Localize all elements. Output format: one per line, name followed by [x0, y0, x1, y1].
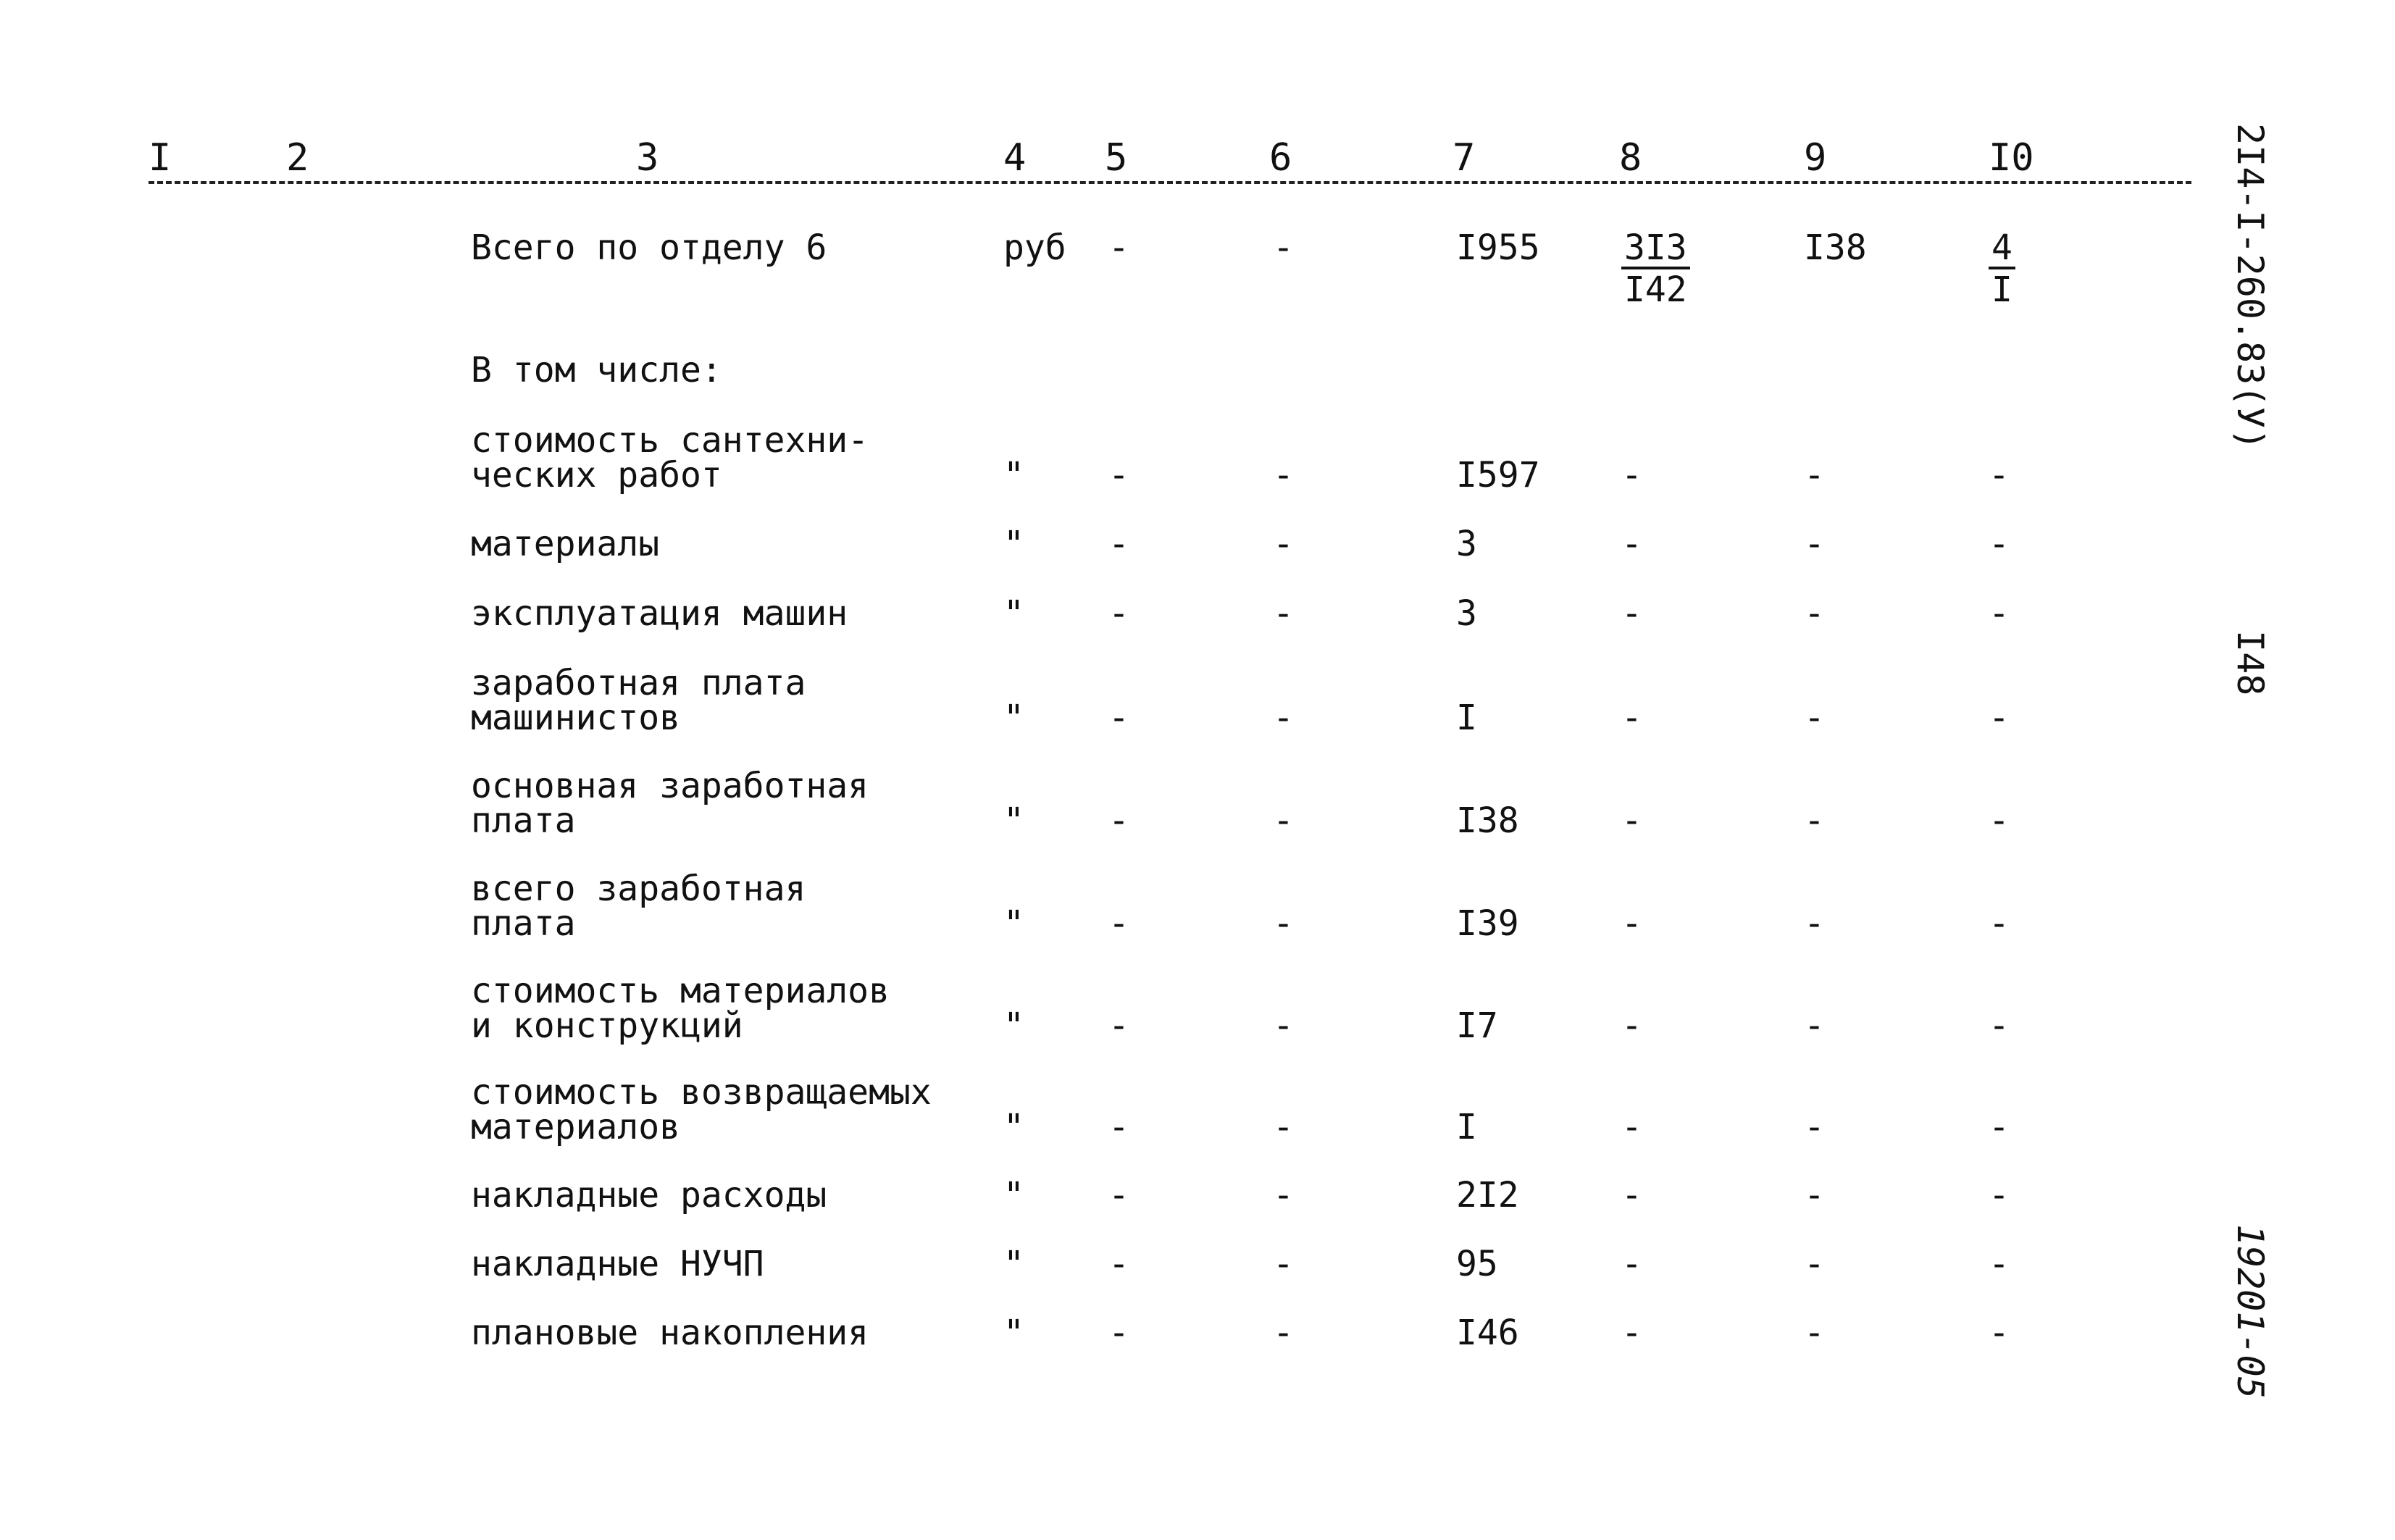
row-col-10: - [1989, 593, 2010, 634]
row-col-5: - [1108, 1005, 1129, 1046]
row-col-6: - [1273, 227, 1294, 268]
row-col-7: I [1456, 1107, 1477, 1147]
row-name: Всего по отделу 6 [471, 227, 827, 268]
row-name: накладные НУЧП [471, 1244, 764, 1284]
row-col-6: - [1273, 698, 1294, 738]
column-number-1: I [149, 136, 172, 180]
fraction-numerator: 3I3 [1621, 230, 1690, 269]
row-col-9: - [1804, 698, 1825, 738]
column-number-2: 2 [286, 136, 309, 180]
row-unit: " [1003, 593, 1024, 634]
row-col-5: - [1108, 455, 1129, 495]
row-col-9: - [1804, 1175, 1825, 1215]
row-col-5: - [1108, 227, 1129, 268]
row-unit: " [1003, 1244, 1024, 1284]
row-col-9: - [1804, 903, 1825, 944]
row-col-8: - [1621, 524, 1642, 564]
row-name: эксплуатация машин [471, 593, 848, 634]
row-col-6: - [1273, 903, 1294, 944]
row-col-5: - [1108, 698, 1129, 738]
column-number-10: I0 [1989, 136, 2034, 180]
column-number-3: 3 [636, 136, 659, 180]
header-rule [149, 181, 2191, 184]
fraction-denominator: I42 [1624, 269, 1687, 310]
page-number: I48 [2229, 630, 2271, 696]
row-col-10: - [1989, 524, 2010, 564]
row-col-7: I [1456, 698, 1477, 738]
row-col-8: - [1621, 455, 1642, 495]
row-col-5: - [1108, 1107, 1129, 1147]
row-col-8: - [1621, 1107, 1642, 1147]
row-col-10: - [1989, 698, 2010, 738]
row-name: стоимость сантехни- ческих работ [471, 420, 869, 495]
row-col-6: - [1273, 1313, 1294, 1353]
row-col-9: - [1804, 593, 1825, 634]
row-col-7: I7 [1456, 1005, 1498, 1046]
row-unit: " [1003, 524, 1024, 564]
row-unit: " [1003, 1107, 1024, 1147]
row-col-10: - [1989, 1005, 2010, 1046]
row-col-8: - [1621, 1175, 1642, 1215]
row-col-10: - [1989, 1107, 2010, 1147]
column-number-8: 8 [1619, 136, 1642, 180]
row-col-10: - [1989, 800, 2010, 841]
row-col-8: - [1621, 698, 1642, 738]
row-name: основная заработная плата [471, 766, 869, 841]
row-col-7: I597 [1456, 455, 1540, 495]
row-unit: руб [1003, 227, 1066, 268]
row-col-7: 3 [1456, 524, 1477, 564]
row-col-5: - [1108, 1175, 1129, 1215]
archive-number: 19201-05 [2229, 1224, 2271, 1399]
column-number-4: 4 [1003, 136, 1027, 180]
row-col-7: 3 [1456, 593, 1477, 634]
row-col-6: - [1273, 1175, 1294, 1215]
row-col-8: - [1621, 903, 1642, 944]
row-name: материалы [471, 524, 660, 564]
row-col-5: - [1108, 903, 1129, 944]
row-col-10: - [1989, 1313, 2010, 1353]
row-col-9: - [1804, 455, 1825, 495]
row-col-8: - [1621, 593, 1642, 634]
row-col-5: - [1108, 524, 1129, 564]
row-col-6: - [1273, 1107, 1294, 1147]
row-col-10: - [1989, 903, 2010, 944]
document-code: 2I4-I-260.83(У) [2229, 123, 2271, 451]
row-col-6: - [1273, 524, 1294, 564]
row-unit: " [1003, 1313, 1024, 1353]
fraction-denominator: I [1991, 269, 2012, 310]
row-col-5: - [1108, 1313, 1129, 1353]
row-col-5: - [1108, 1244, 1129, 1284]
row-col-9: - [1804, 1107, 1825, 1147]
row-col-7: 2I2 [1456, 1175, 1519, 1215]
row-col-9: - [1804, 1313, 1825, 1353]
row-name: стоимость материалов и конструкций [471, 971, 890, 1046]
row-col-9: - [1804, 1244, 1825, 1284]
row-col-9: I38 [1804, 227, 1867, 268]
row-name: стоимость возвращаемых материалов [471, 1072, 932, 1147]
row-col-6: - [1273, 455, 1294, 495]
subheading: В том числе: [471, 350, 722, 390]
row-col-10: - [1989, 455, 2010, 495]
row-unit: " [1003, 455, 1024, 495]
fraction-numerator: 4 [1989, 230, 2015, 269]
row-col-9: - [1804, 1005, 1825, 1046]
row-col-5: - [1108, 800, 1129, 841]
row-col-5: - [1108, 593, 1129, 634]
row-name: всего заработная плата [471, 869, 806, 944]
row-col-8: - [1621, 1244, 1642, 1284]
column-number-9: 9 [1804, 136, 1827, 180]
row-name: накладные расходы [471, 1175, 827, 1215]
row-unit: " [1003, 903, 1024, 944]
row-col-9: - [1804, 524, 1825, 564]
row-col-7: 95 [1456, 1244, 1498, 1284]
column-number-6: 6 [1269, 136, 1292, 180]
row-col-7: I955 [1456, 227, 1540, 268]
row-col-7: I46 [1456, 1313, 1519, 1353]
row-col-7: I38 [1456, 800, 1519, 841]
row-col-8: - [1621, 1005, 1642, 1046]
row-name: плановые накопления [471, 1313, 869, 1353]
row-col-7: I39 [1456, 903, 1519, 944]
row-col-10: - [1989, 1175, 2010, 1215]
row-col-10-fraction [1989, 227, 2015, 310]
row-col-6: - [1273, 593, 1294, 634]
row-col-10: - [1989, 1244, 2010, 1284]
row-col-8: - [1621, 1313, 1642, 1353]
row-unit: " [1003, 1175, 1024, 1215]
row-unit: " [1003, 698, 1024, 738]
row-col-9: - [1804, 800, 1825, 841]
row-col-6: - [1273, 1244, 1294, 1284]
row-col-6: - [1273, 1005, 1294, 1046]
row-col-8-fraction [1621, 227, 1690, 310]
row-unit: " [1003, 1005, 1024, 1046]
row-unit: " [1003, 800, 1024, 841]
row-col-8: - [1621, 800, 1642, 841]
row-name: заработная плата машинистов [471, 663, 806, 738]
column-number-7: 7 [1453, 136, 1476, 180]
row-col-6: - [1273, 800, 1294, 841]
column-number-5: 5 [1105, 136, 1128, 180]
